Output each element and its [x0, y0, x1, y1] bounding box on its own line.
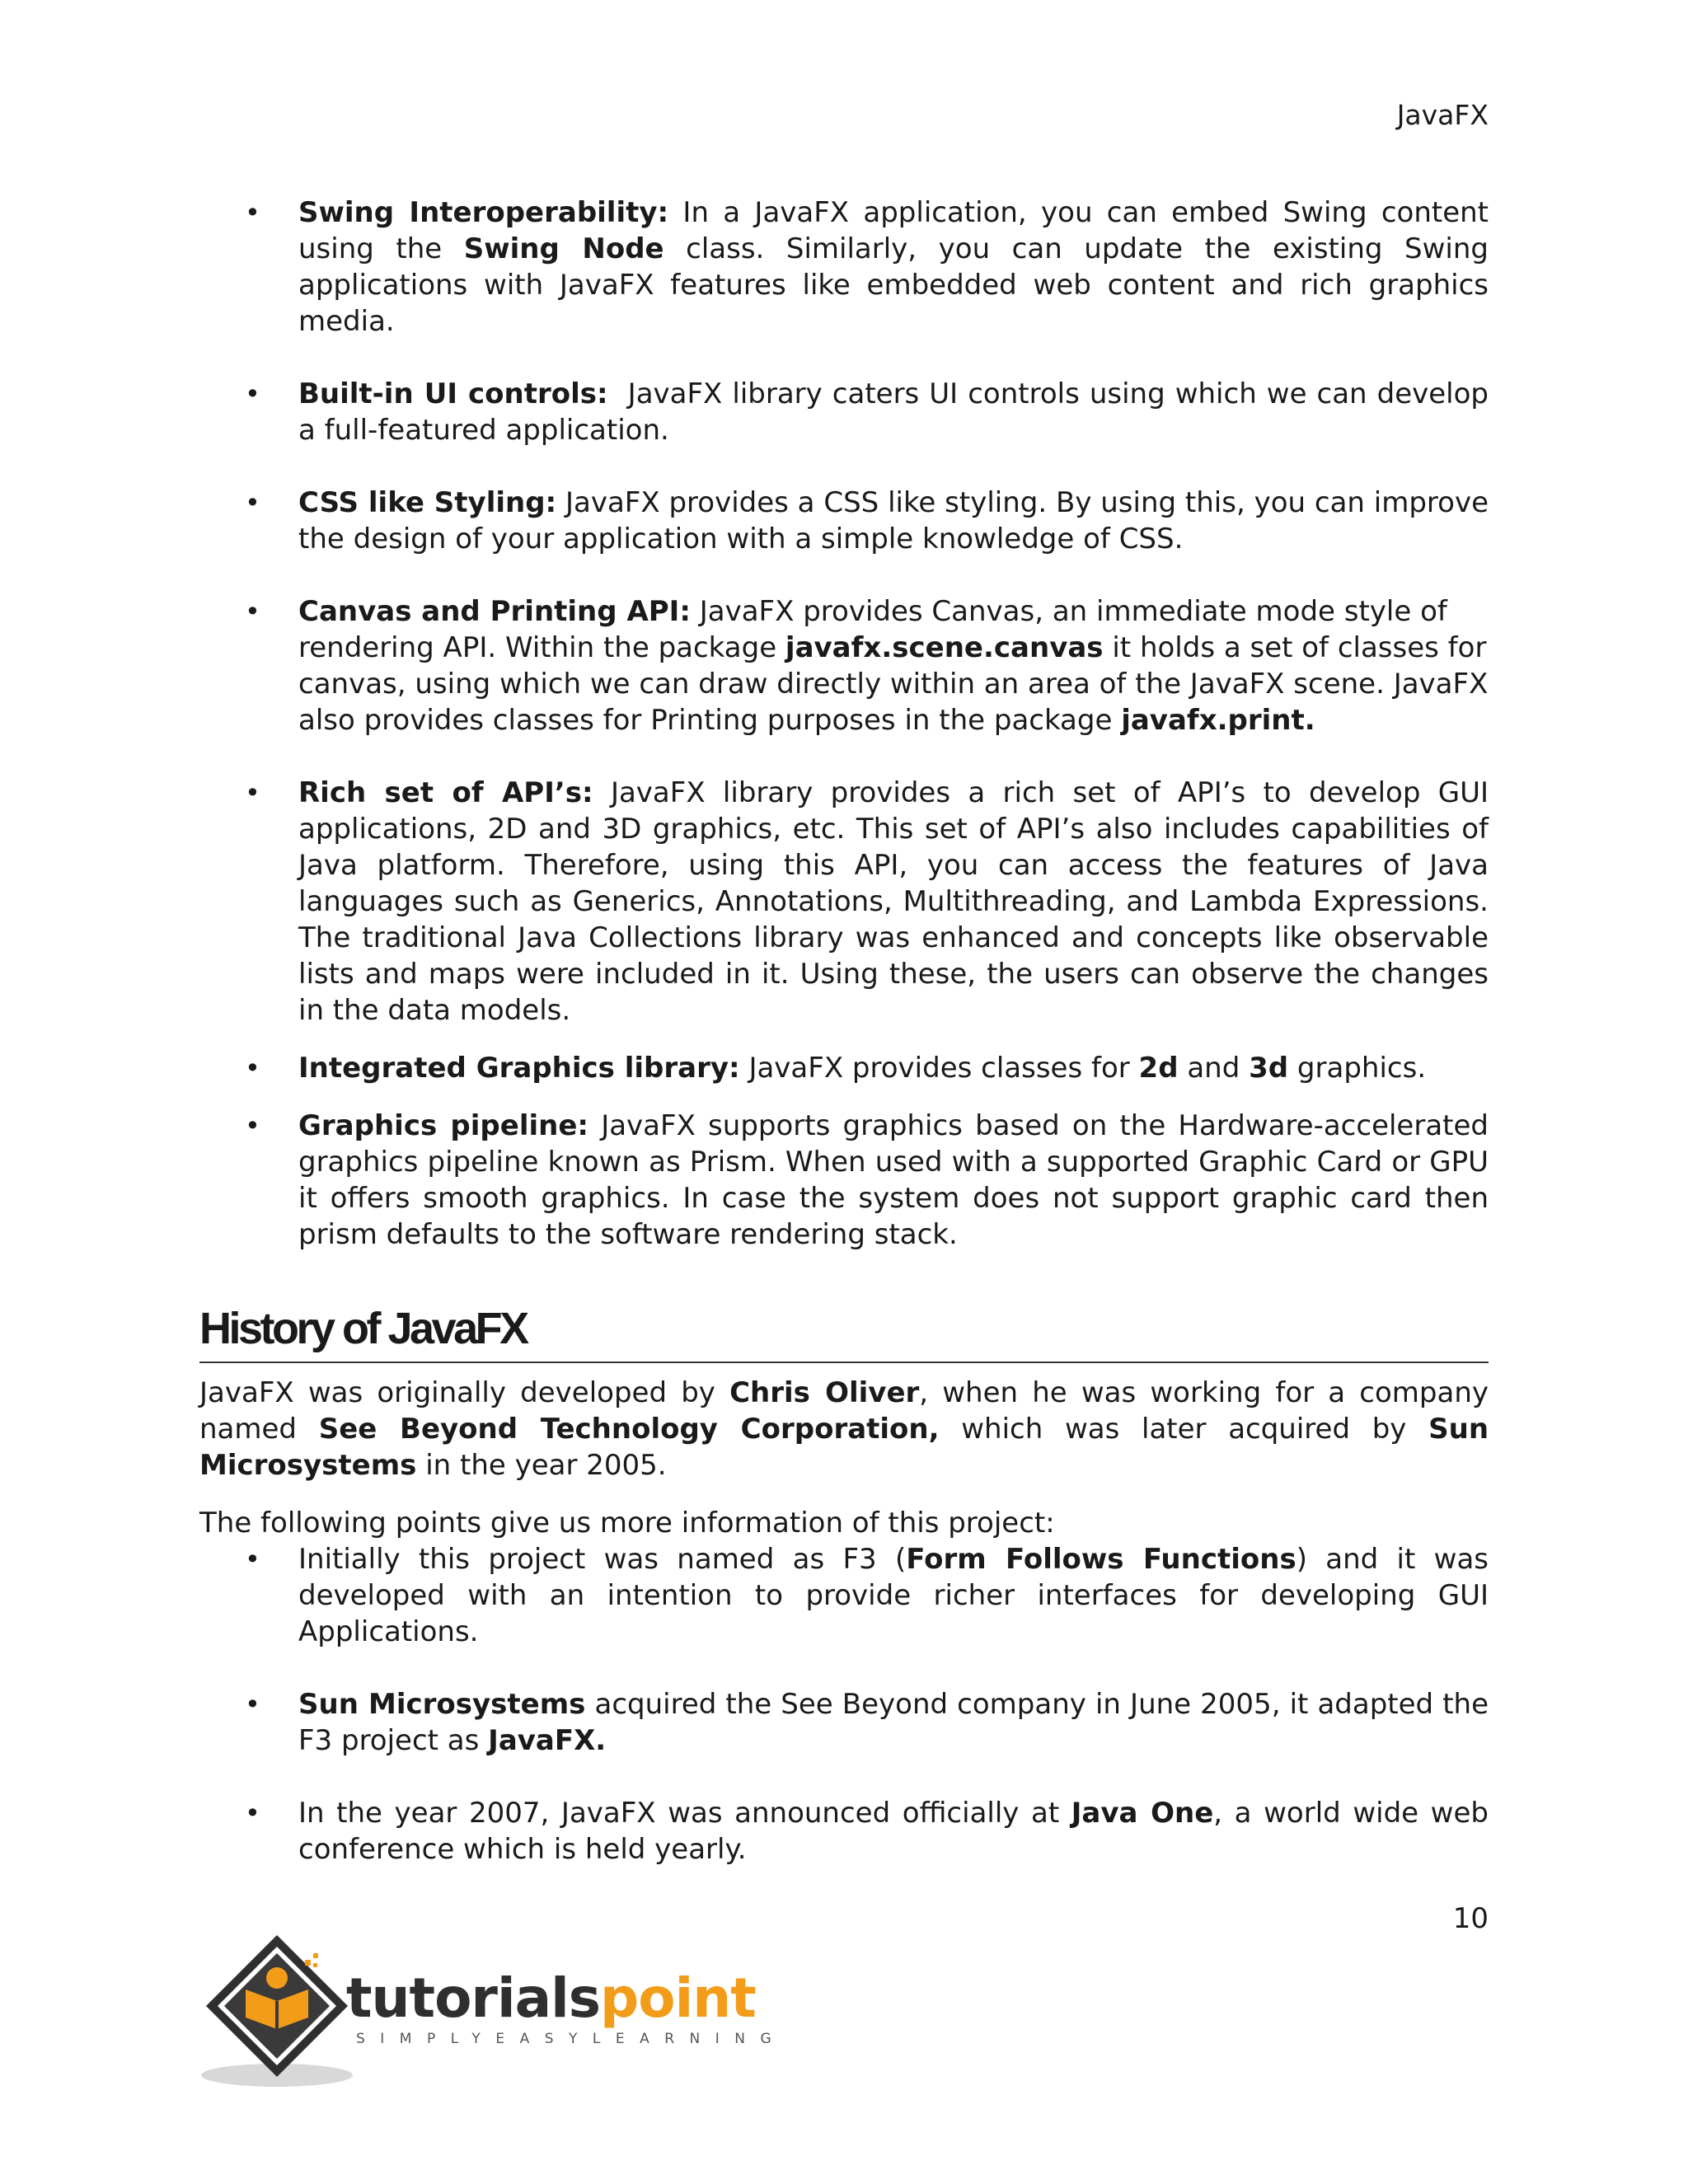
logo-tagline: SIMPLYEASYLEARNING: [356, 2031, 787, 2047]
logo-diamond-icon: [195, 1929, 359, 2093]
feature-item-canvas-printing-api: • Canvas and Printing API: JavaFX provides Canvas, an immediate mode style of rendering API. Within the package javafx.scene.canvas it holds a set of classes for canvas, using which we can draw directly within an area of the JavaFX scene. JavaFX also provides classes for Printing purposes in the package javafx.print.: [199, 593, 1489, 738]
section-heading-history: History of JavaFX: [199, 1302, 1489, 1363]
history-intro-paragraph: JavaFX was originally developed by Chris Oliver, when he was working for a company named See Beyond Technology Corporation, which was later acquired by Sun Microsystems in the year 2005.: [199, 1376, 1489, 1482]
feature-item-graphics-pipeline: • Graphics pipeline: JavaFX supports graphics based on the Hardware-accelerated graphics pipeline known as Prism. When used with a supported Graphic Card or GPU it offers smooth graphics. In case the system does not support graphic card then prism defaults to the software rendering stack.: [199, 1108, 1489, 1253]
feature-item-swing-interoperability: • Swing Interoperability: In a JavaFX application, you can embed Swing content using the Swing Node class. Similarly, you can update the existing Swing applications with JavaFX features like embedded web content and rich graphics media.: [199, 194, 1489, 340]
tutorialspoint-logo: [195, 1929, 787, 2093]
page-content: [199, 194, 1498, 1868]
page-number: 10: [1452, 1902, 1489, 1935]
feature-item-rich-set-of-apis: • Rich set of API’s: JavaFX library provides a rich set of API’s to develop GUI applications, 2D and 3D graphics, etc. This set of API’s also includes capabilities of Java platform. Therefore, using this API, you can access the features of Java languages such as Generics, Annotations, Multithreading, and Lambda Expressions. The traditional Java Collections library was enhanced and concepts like observable lists and maps were included in it. Using these, the users can observe the changes in the data models.: [199, 775, 1489, 1029]
logo-wordmark: tutorialspoint: [346, 1966, 756, 2030]
history-point-java-one: • In the year 2007, JavaFX was announced officially at Java One, a world wide web conference which is held yearly.: [199, 1795, 1489, 1868]
history-point-f3: • Initially this project was named as F3 (Form Follows Functions) and it was developed with an intention to provide richer interfaces for developing GUI Applications.: [199, 1541, 1489, 1650]
history-lead-paragraph: The following points give us more information of this project:: [199, 1507, 1055, 1540]
running-header: JavaFX: [1396, 99, 1489, 131]
feature-item-css-like-styling: • CSS like Styling: JavaFX provides a CSS like styling. By using this, you can improve the design of your application with a simple knowledge of CSS.: [199, 485, 1489, 557]
feature-item-integrated-graphics-library: • Integrated Graphics library: JavaFX provides classes for 2d and 3d graphics.: [199, 1050, 1489, 1086]
feature-list: [199, 194, 1498, 1253]
history-points-list: [199, 1541, 1489, 1868]
history-point-sun-microsystems: • Sun Microsystems acquired the See Beyond company in June 2005, it adapted the F3 project as JavaFX.: [199, 1686, 1489, 1759]
feature-item-built-in-ui-controls: • Built-in UI controls: JavaFX library caters UI controls using which we can develop a full-featured application.: [199, 376, 1489, 448]
